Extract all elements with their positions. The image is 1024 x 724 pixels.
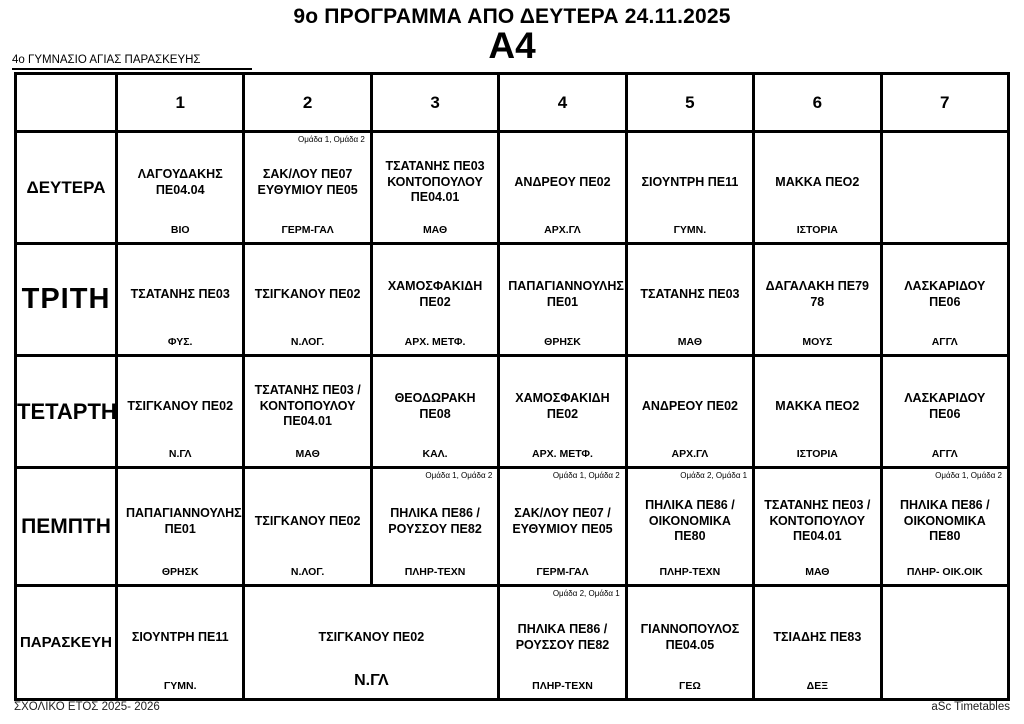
empty-cell (881, 586, 1008, 700)
lesson-cell (244, 244, 371, 356)
lesson-cell (499, 132, 626, 244)
lesson-cell (244, 132, 371, 244)
teacher-name: ΣΙΟΥΝΤΡΗ ΠΕ11 (131, 629, 229, 644)
teacher-name: ΤΣΑΤΑΝΗΣ ΠΕ03 (640, 286, 740, 301)
lesson-cell (371, 132, 498, 244)
lesson-cell (117, 356, 244, 468)
lesson-cell (881, 468, 1008, 586)
lesson-cell (117, 586, 244, 700)
teacher-name: ΠΗΛΙΚΑ ΠΕ86 / ΟΙΚΟΝΟΜΙΚΑ ΠΕ80 (899, 498, 990, 544)
teacher-name: ΜΑΚΚΑ ΠΕΟ2 (775, 174, 860, 189)
teacher-name: ΧΑΜΟΣΦΑΚΙΔΗ ΠΕ02 (387, 278, 483, 309)
subject-code: ΜΑΘ (422, 224, 448, 236)
period-header-row (16, 74, 1009, 132)
lesson-cell (881, 356, 1008, 468)
period-header-4: 4 (499, 74, 626, 132)
group-note: Ομάδα 1, Ομάδα 2 (425, 471, 493, 480)
day-row-1 (16, 244, 1009, 356)
subject-code: ΜΟΥΣ (802, 336, 833, 348)
teacher-name: ΣΑΚ/ΛΟΥ ΠΕ07 ΕΥΘΥΜΙΟΥ ΠΕ05 (257, 166, 358, 197)
group-note: Ομάδα 1, Ομάδα 2 (552, 471, 620, 480)
corner-cell (16, 74, 117, 132)
lesson-cell (754, 356, 881, 468)
subject-code: ΑΡΧ. ΜΕΤΦ. (404, 336, 466, 348)
lesson-cell (371, 468, 498, 586)
teacher-name: ΤΣΑΤΑΝΗΣ ΠΕ03 ΚΟΝΤΟΠΟΥΛΟΥ ΠΕ04.01 (385, 159, 485, 205)
day-label: ΤΡΙΤΗ (16, 244, 117, 356)
teacher-name: ΠΗΛΙΚΑ ΠΕ86 / ΡΟΥΣΣΟΥ ΠΕ82 (388, 505, 482, 536)
teacher-name: ΧΑΜΟΣΦΑΚΙΔΗ ΠΕ02 (515, 390, 610, 421)
subject-code: ΚΑΛ. (422, 448, 448, 460)
school-year-label: ΣΧΟΛΙΚΟ ΕΤΟΣ 2025- 2026 (14, 701, 160, 713)
subject-code: ΓΕΩ (679, 680, 701, 692)
lesson-cell (244, 586, 499, 700)
period-header-7: 7 (881, 74, 1008, 132)
teacher-name: ΛΑΣΚΑΡΙΔΟΥ ΠΕ06 (904, 278, 986, 309)
teacher-name: ΑΝΔΡΕΟΥ ΠΕ02 (641, 398, 738, 413)
day-label: ΠΑΡΑΣΚΕΥΗ (16, 586, 117, 700)
day-row-2 (16, 356, 1009, 468)
teacher-name: ΓΙΑΝΝΟΠΟΥΛΟΣ ΠΕ04.05 (640, 621, 740, 652)
period-header-6: 6 (754, 74, 881, 132)
period-header-1: 1 (117, 74, 244, 132)
subject-code: ΜΑΘ (677, 336, 702, 348)
class-title: Α4 (488, 25, 536, 66)
subject-code: ΜΑΘ (805, 566, 830, 578)
period-header-3: 3 (371, 74, 498, 132)
teacher-name: ΠΗΛΙΚΑ ΠΕ86 / ΟΙΚΟΝΟΜΙΚΑ ΠΕ80 (645, 498, 735, 544)
teacher-name: ΤΣΙΓΚΑΝΟΥ ΠΕ02 (127, 398, 234, 413)
teacher-name: ΘΕΟΔΩΡΑΚΗ ΠΕ08 (394, 390, 476, 421)
lesson-cell (626, 586, 753, 700)
lesson-cell (371, 356, 498, 468)
subject-code: ΜΑΘ (295, 448, 320, 460)
subject-code: Ν.ΓΛ (354, 672, 389, 689)
subject-code: ΓΥΜΝ. (673, 224, 707, 236)
lesson-cell (244, 356, 371, 468)
subject-code: ΔΕΞ (806, 680, 828, 692)
lesson-cell (244, 468, 371, 586)
lesson-cell (754, 132, 881, 244)
timetable-grid (14, 72, 1010, 701)
subject-code: ΙΣΤΟΡΙΑ (796, 448, 838, 460)
teacher-name: ΤΣΑΤΑΝΗΣ ΠΕ03 / ΚΟΝΤΟΠΟΥΛΟΥ ΠΕ04.01 (764, 498, 871, 544)
subject-code: ΓΕΡΜ-ΓΑΛ (281, 224, 334, 236)
day-label: ΔΕΥΤΕΡΑ (16, 132, 117, 244)
subject-code: ΠΛΗΡ-ΤΕΧΝ (659, 566, 721, 578)
lesson-cell (371, 244, 498, 356)
teacher-name: ΤΣΙΓΚΑΝΟΥ ΠΕ02 (254, 286, 361, 301)
teacher-name: ΔΑΓΑΛΑΚΗ ΠΕ79 78 (765, 278, 869, 309)
day-label: ΠΕΜΠΤΗ (16, 468, 117, 586)
day-label: ΤΕΤΑΡΤΗ (16, 356, 117, 468)
lesson-cell (754, 586, 881, 700)
subject-code: ΠΛΗΡ- ΟΙΚ.ΟΙΚ (906, 566, 983, 578)
teacher-name: ΜΑΚΚΑ ΠΕΟ2 (775, 398, 860, 413)
teacher-name: ΠΑΠΑΓΙΑΝΝΟΥΛΗΣ ΠΕ01 (126, 505, 242, 536)
subject-code: ΑΡΧ. ΜΕΤΦ. (532, 448, 593, 460)
lesson-cell (117, 468, 244, 586)
day-row-4 (16, 586, 1009, 700)
teacher-name: ΤΣΙΓΚΑΝΟΥ ΠΕ02 (254, 513, 361, 528)
day-row-0 (16, 132, 1009, 244)
lesson-cell (754, 468, 881, 586)
lesson-cell (117, 244, 244, 356)
period-header-5: 5 (626, 74, 753, 132)
subject-code: ΘΡΗΣΚ (544, 336, 581, 348)
subject-code: ΑΓΓΛ (931, 336, 958, 348)
lesson-cell (626, 468, 753, 586)
subject-code: ΦΥΣ. (167, 336, 193, 348)
lesson-cell (499, 468, 626, 586)
subject-code: ΑΡΧ.ΓΛ (671, 448, 709, 460)
subject-code: Ν.ΛΟΓ. (290, 336, 325, 348)
asc-timetables-credit: aSc Timetables (931, 701, 1010, 713)
subject-code: ΠΛΗΡ-ΤΕΧΝ (532, 680, 593, 692)
subject-code: ΑΡΧ.ΓΛ (544, 224, 581, 236)
subject-code: Ν.ΓΛ (168, 448, 192, 460)
subject-code: ΓΕΡΜ-ΓΑΛ (536, 566, 589, 578)
teacher-name: ΤΣΑΤΑΝΗΣ ΠΕ03 / ΚΟΝΤΟΠΟΥΛΟΥ ΠΕ04.01 (254, 383, 361, 429)
teacher-name: ΤΣΙΓΚΑΝΟΥ ΠΕ02 (318, 629, 425, 644)
subject-code: Ν.ΛΟΓ. (290, 566, 325, 578)
group-note: Ομάδα 1, Ομάδα 2 (297, 135, 365, 144)
group-note: Ομάδα 2, Ομάδα 1 (552, 589, 620, 598)
subject-code: ΘΡΗΣΚ (161, 566, 199, 578)
subject-code: ΠΛΗΡ-ΤΕΧΝ (404, 566, 466, 578)
empty-cell (881, 132, 1008, 244)
lesson-cell (626, 132, 753, 244)
footer (14, 701, 1010, 713)
subject-code: ΑΓΓΛ (931, 448, 958, 460)
teacher-name: ΛΑΓΟΥΔΑΚΗΣ ΠΕ04.04 (137, 166, 223, 197)
subject-code: ΒΙΟ (170, 224, 190, 236)
teacher-name: ΤΣΑΤΑΝΗΣ ΠΕ03 (130, 286, 230, 301)
period-header-2: 2 (244, 74, 371, 132)
group-note: Ομάδα 1, Ομάδα 2 (935, 471, 1002, 480)
teacher-name: ΤΣΙΑΔΗΣ ΠΕ83 (773, 629, 862, 644)
lesson-cell (754, 244, 881, 356)
subject-code: ΙΣΤΟΡΙΑ (796, 224, 838, 236)
lesson-cell (499, 244, 626, 356)
page-title: 9ο ΠΡΟΓΡΑΜΜΑ ΑΠΟ ΔΕΥΤΕΡΑ 24.11.2025 (293, 5, 731, 28)
teacher-name: ΠΑΠΑΓΙΑΝΝΟΥΛΗΣ ΠΕ01 (508, 278, 624, 309)
teacher-name: ΣΑΚ/ΛΟΥ ΠΕ07 / ΕΥΘΥΜΙΟΥ ΠΕ05 (512, 505, 613, 536)
lesson-cell (117, 132, 244, 244)
teacher-name: ΣΙΟΥΝΤΡΗ ΠΕ11 (641, 174, 739, 189)
lesson-cell (626, 356, 753, 468)
group-note: Ομάδα 2, Ομάδα 1 (680, 471, 748, 480)
teacher-name: ΠΗΛΙΚΑ ΠΕ86 / ΡΟΥΣΣΟΥ ΠΕ82 (515, 621, 610, 652)
school-name: 4ο ΓΥΜΝΑΣΙΟ ΑΓΙΑΣ ΠΑΡΑΣΚΕΥΗΣ (12, 54, 252, 70)
lesson-cell (499, 586, 626, 700)
subject-code: ΓΥΜΝ. (163, 680, 197, 692)
lesson-cell (626, 244, 753, 356)
teacher-name: ΑΝΔΡΕΟΥ ΠΕ02 (514, 174, 611, 189)
day-row-3 (16, 468, 1009, 586)
lesson-cell (499, 356, 626, 468)
teacher-name: ΛΑΣΚΑΡΙΔΟΥ ΠΕ06 (904, 390, 986, 421)
lesson-cell (881, 244, 1008, 356)
